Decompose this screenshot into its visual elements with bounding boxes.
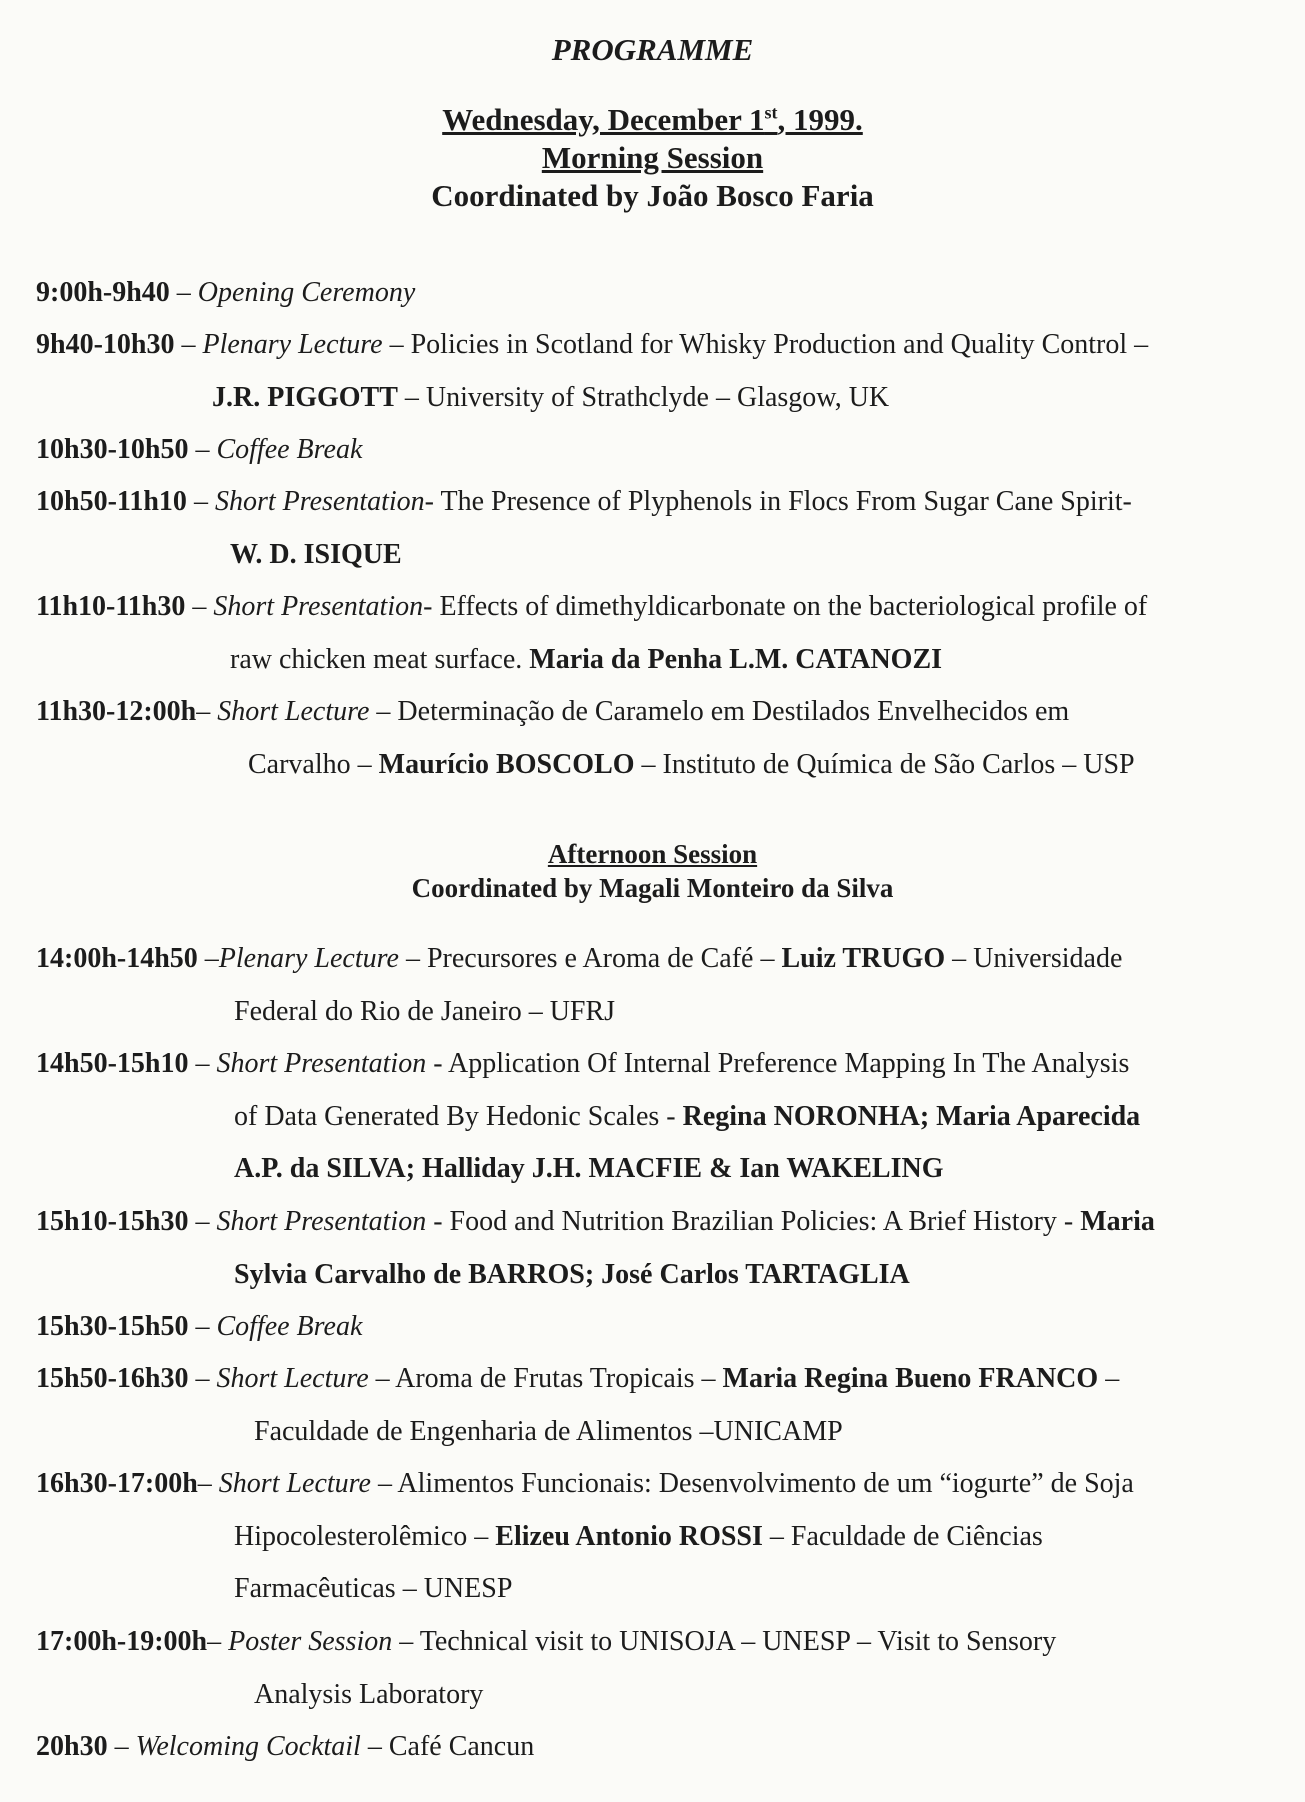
item-sep: – [169,277,198,308]
item-sep: – [188,1311,217,1342]
date-prefix: Wednesday, December 1 [442,102,765,137]
item-kind: Opening Ceremony [197,277,416,308]
item-title: – Policies in Scotland for Whisky Production and Quality Control – [382,329,1149,360]
morning-session-heading: Morning Session [541,140,764,175]
item-kind: Short Lecture [218,1468,371,1499]
afternoon-coordinator: Coordinated by Magali Monteiro da Silva [411,873,894,903]
morning-coordinator: Coordinated by João Bosco Faria [431,178,874,213]
item-sep: – [196,696,218,727]
item-time: 10h30-10h50 [36,434,189,465]
item-affiliation: – Universidade [945,943,1123,974]
item-speaker-cont: Sylvia Carvalho de BARROS; José Carlos TARTAGLIA [234,1258,910,1290]
page-title: PROGRAMME [551,32,754,67]
item-affiliation-cont: Federal do Rio de Janeiro – UFRJ [234,995,616,1027]
item-title: – Determinação de Caramelo em Destilados Envelhecidos em [369,696,1070,727]
item-kind: Plenary Lecture [218,943,399,974]
date-heading [0,102,1305,138]
afternoon-session-heading: Afternoon Session [547,839,758,869]
item-affiliation-cont: Farmacêuticas – UNESP [234,1573,513,1604]
schedule-item [36,424,1270,477]
schedule-item [36,686,1270,791]
item-continuation [36,739,1270,792]
item-sep: – [188,1206,217,1237]
item-sep: – [186,486,215,517]
item-kind: Short Presentation [216,1206,427,1237]
item-continuation [36,1669,1270,1722]
item-title-cont: Hipocolesterolêmico – [234,1520,496,1552]
item-speaker: J.R. PIGGOTT [212,381,398,413]
schedule-item [36,267,1270,320]
item-kind: Short Presentation- [213,591,433,622]
item-continuation [36,1563,1270,1616]
item-sep: – [174,329,203,360]
item-speaker: Maria da Penha L.M. CATANOZI [529,643,943,675]
item-time: 15h30-15h50 [36,1311,189,1342]
item-continuation [36,1091,1270,1144]
item-title: Effects of dimethyldicarbonate on the bacteriological profile of [432,591,1148,622]
item-kind: Short Presentation [216,1048,427,1079]
item-title: The Presence of Plyphenols in Flocs From Sugar Cane Spirit- [434,486,1132,517]
item-speaker-cont: A.P. da SILVA; Halliday J.H. MACFIE & Ian WAKELING [234,1153,944,1184]
schedule-item [36,1616,1270,1721]
schedule-item [36,1301,1270,1354]
schedule-item [36,1038,1270,1196]
item-time: 15h50-16h30 [36,1363,189,1394]
item-sep: – [197,1468,219,1499]
item-time: 15h10-15h30 [36,1206,189,1237]
item-affiliation: – Instituto de Química de São Carlos – USP [634,748,1135,780]
date-suffix-sup: st [764,102,778,123]
item-kind: Coffee Break [216,1311,363,1342]
item-affiliation: – Faculdade de Ciências [762,1520,1043,1552]
schedule-item [36,1353,1270,1458]
item-title: – Technical visit to UNISOJA – UNESP – Visit to Sensory [392,1626,1057,1657]
item-speaker: Maurício BOSCOLO [378,748,635,780]
item-title-cont: raw chicken meat surface. [230,643,530,675]
item-kind: Coffee Break [216,434,363,465]
schedule-item [36,476,1270,581]
item-title-cont: Analysis Laboratory [254,1678,484,1710]
item-kind: Short Lecture [217,696,370,727]
item-continuation [36,634,1270,687]
item-continuation [36,529,1270,582]
item-time: 14h50-15h10 [36,1048,189,1079]
item-time: 20h30 [36,1731,108,1762]
schedule-item [36,319,1270,424]
schedule-item [36,1721,1270,1774]
item-title-cont: Carvalho – [248,748,379,780]
item-sep: – [197,943,219,974]
item-time: 9h40-10h30 [36,329,175,360]
item-continuation [36,986,1270,1039]
item-sep: – [207,1626,229,1657]
item-speaker: Elizeu Antonio ROSSI [495,1520,763,1552]
item-kind: Short Presentation- [214,486,434,517]
item-kind: Welcoming Cocktail [135,1731,361,1762]
item-title: - Food and Nutrition Brazilian Policies: A Brief History - [426,1206,1081,1237]
item-sep: – [107,1731,136,1762]
item-kind: Plenary Lecture [202,329,383,360]
schedule-item [36,1196,1270,1301]
item-time: 11h10-11h30 [36,591,186,622]
item-title: – Precursores e Aroma de Café – [398,943,782,974]
schedule-item [36,581,1270,686]
item-speaker: Luiz TRUGO [781,943,946,974]
item-sep: – [185,591,214,622]
item-continuation [36,1143,1270,1196]
item-title-cont: of Data Generated By Hedonic Scales - [234,1100,683,1132]
item-continuation [36,1406,1270,1459]
item-continuation [36,1511,1270,1564]
item-title: – Aroma de Frutas Tropicais – [368,1363,723,1394]
item-kind: Poster Session [228,1626,393,1657]
item-time: 14:00h-14h50 [36,943,198,974]
item-time: 17:00h-19:00h [36,1626,208,1657]
item-kind: Short Lecture [216,1363,369,1394]
item-speaker: Regina NORONHA; Maria Aparecida [682,1100,1141,1132]
schedule-item [36,1458,1270,1616]
item-speaker: W. D. ISIQUE [230,538,402,570]
item-sep: – [188,434,217,465]
item-continuation [36,372,1270,425]
item-sep: – [188,1363,217,1394]
item-sep2: – [1098,1363,1120,1394]
item-affiliation: Faculdade de Engenharia de Alimentos –UNICAMP [254,1415,843,1447]
item-time: 9:00h-9h40 [36,277,170,308]
item-time: 11h30-12:00h [36,696,197,727]
item-venue: – Café Cancun [360,1731,535,1762]
item-title: – Alimentos Funcionais: Desenvolvimento de um “iogurte” de Soja [370,1468,1134,1499]
item-speaker: Maria [1080,1206,1155,1237]
item-title: - Application Of Internal Preference Mapping In The Analysis [426,1048,1130,1079]
item-time: 16h30-17:00h [36,1468,198,1499]
date-year: , 1999. [777,102,863,137]
schedule-item [36,933,1270,1038]
item-affiliation: – University of Strathclyde – Glasgow, UK [397,381,890,413]
item-sep: – [188,1048,217,1079]
item-time: 10h50-11h10 [36,486,187,517]
item-speaker: Maria Regina Bueno FRANCO [722,1363,1099,1394]
item-continuation [36,1249,1270,1302]
